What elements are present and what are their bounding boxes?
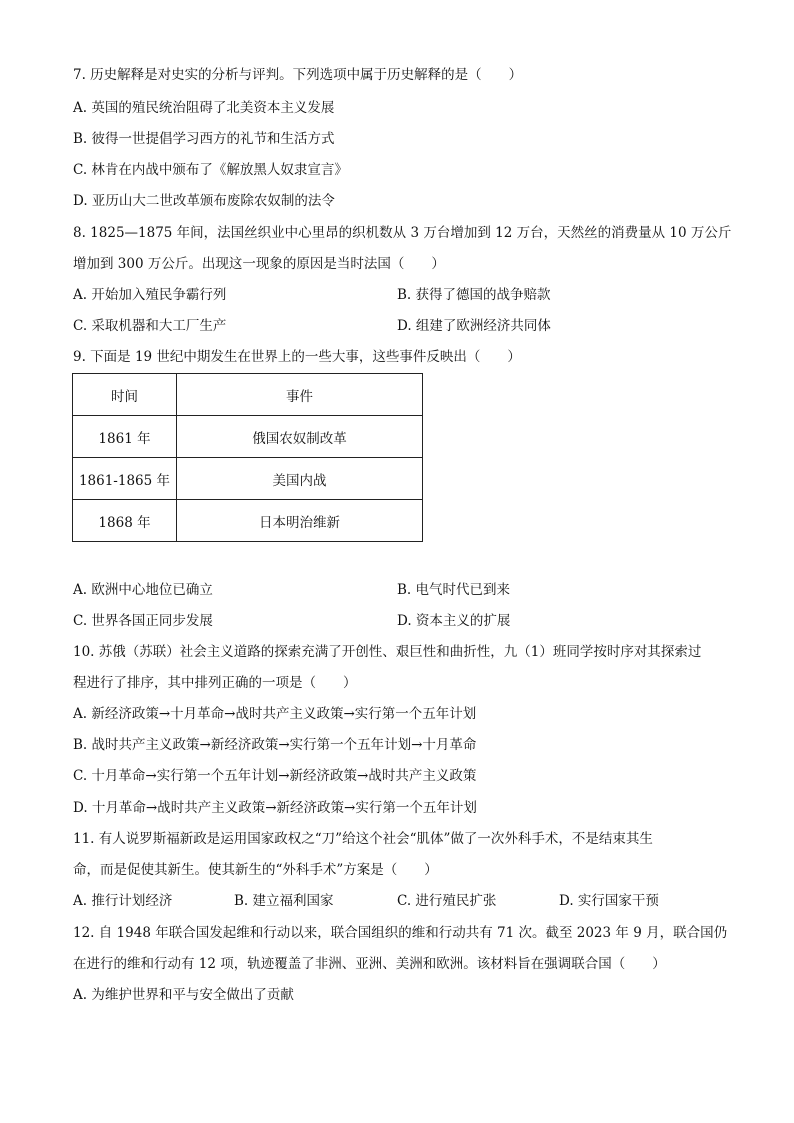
q11-stem-line1: 11. 有人说罗斯福新政是运用国家政权之“刀”给这个社会“肌体”做了一次外科手术，不是结束其生 — [73, 831, 653, 847]
table-cell-event: 美国内战 — [177, 458, 423, 500]
q10-option-b: B. 战时共产主义政策→新经济政策→实行第一个五年计划→十月革命 — [73, 737, 477, 753]
q9-option-a: A. 欧洲中心地位已确立 — [73, 582, 213, 598]
q7-option-d: D. 亚历山大二世改革颁布废除农奴制的法令 — [73, 193, 335, 209]
q8-stem-line2: 增加到 300 万公斤。出现这一现象的原因是当时法国（ ） — [73, 256, 445, 272]
q9-option-c: C. 世界各国正同步发展 — [73, 613, 213, 629]
table-header-row — [73, 374, 423, 416]
q10-stem-line1: 10. 苏俄（苏联）社会主义道路的探索充满了开创性、艰巨性和曲折性，九（1）班同学按时序对其探索过 — [73, 644, 702, 660]
q9-option-b: B. 电气时代已到来 — [397, 582, 511, 598]
table-row — [73, 416, 423, 458]
table-cell-time: 1861 年 — [73, 416, 177, 458]
q7-option-a: A. 英国的殖民统治阻碍了北美资本主义发展 — [73, 100, 335, 116]
q12-stem-line2: 在进行的维和行动有 12 项，轨迹覆盖了非洲、亚洲、美洲和欧洲。该材料旨在强调联合国（ ） — [73, 956, 666, 972]
table-cell-event: 日本明治维新 — [177, 500, 423, 542]
q11-option-d: D. 实行国家干预 — [559, 893, 659, 909]
q10-option-a: A. 新经济政策→十月革命→战时共产主义政策→实行第一个五年计划 — [73, 706, 477, 722]
q11-option-a: A. 推行计划经济 — [73, 893, 173, 909]
q10-option-d: D. 十月革命→战时共产主义政策→新经济政策→实行第一个五年计划 — [73, 800, 477, 816]
table-cell-time: 1861-1865 年 — [73, 458, 177, 500]
q8-option-a: A. 开始加入殖民争霸行列 — [73, 287, 227, 303]
q10-stem-line2: 程进行了排序，其中排列正确的一项是（ ） — [73, 675, 357, 691]
table-header-event: 事件 — [177, 374, 423, 416]
q7-option-c: C. 林肯在内战中颁布了《解放黑人奴隶宣言》 — [73, 162, 348, 178]
q9-option-d: D. 资本主义的扩展 — [397, 613, 511, 629]
q11-option-c: C. 进行殖民扩张 — [397, 893, 497, 909]
q8-option-c: C. 采取机器和大工厂生产 — [73, 318, 227, 334]
q11-option-b: B. 建立福利国家 — [234, 893, 334, 909]
table-header-time: 时间 — [73, 374, 177, 416]
q8-option-b: B. 获得了德国的战争赔款 — [397, 287, 551, 303]
q8-stem-line1: 8. 1825—1875 年间，法国丝织业中心里昂的织机数从 3 万台增加到 12 万台，天然丝的消费量从 10 万公斤 — [73, 225, 732, 241]
q11-stem-line2: 命，而是促使其新生。使其新生的“外科手术”方案是（ ） — [73, 862, 438, 878]
q10-option-c: C. 十月革命→实行第一个五年计划→新经济政策→战时共产主义政策 — [73, 768, 477, 784]
q9-stem: 9. 下面是 19 世纪中期发生在世界上的一些大事，这些事件反映出（ ） — [73, 349, 521, 365]
q9-events-table — [72, 373, 423, 542]
q7-option-b: B. 彼得一世提倡学习西方的礼节和生活方式 — [73, 131, 335, 147]
table-cell-event: 俄国农奴制改革 — [177, 416, 423, 458]
q7-stem: 7. 历史解释是对史实的分析与评判。下列选项中属于历史解释的是（ ） — [73, 67, 523, 83]
q12-option-a: A. 为维护世界和平与安全做出了贡献 — [73, 987, 294, 1003]
table-cell-time: 1868 年 — [73, 500, 177, 542]
table-row — [73, 458, 423, 500]
q12-stem-line1: 12. 自 1948 年联合国发起维和行动以来，联合国组织的维和行动共有 71 次。截至 2023 年 9 月，联合国仍 — [73, 925, 728, 941]
table-row — [73, 500, 423, 542]
q8-option-d: D. 组建了欧洲经济共同体 — [397, 318, 551, 334]
